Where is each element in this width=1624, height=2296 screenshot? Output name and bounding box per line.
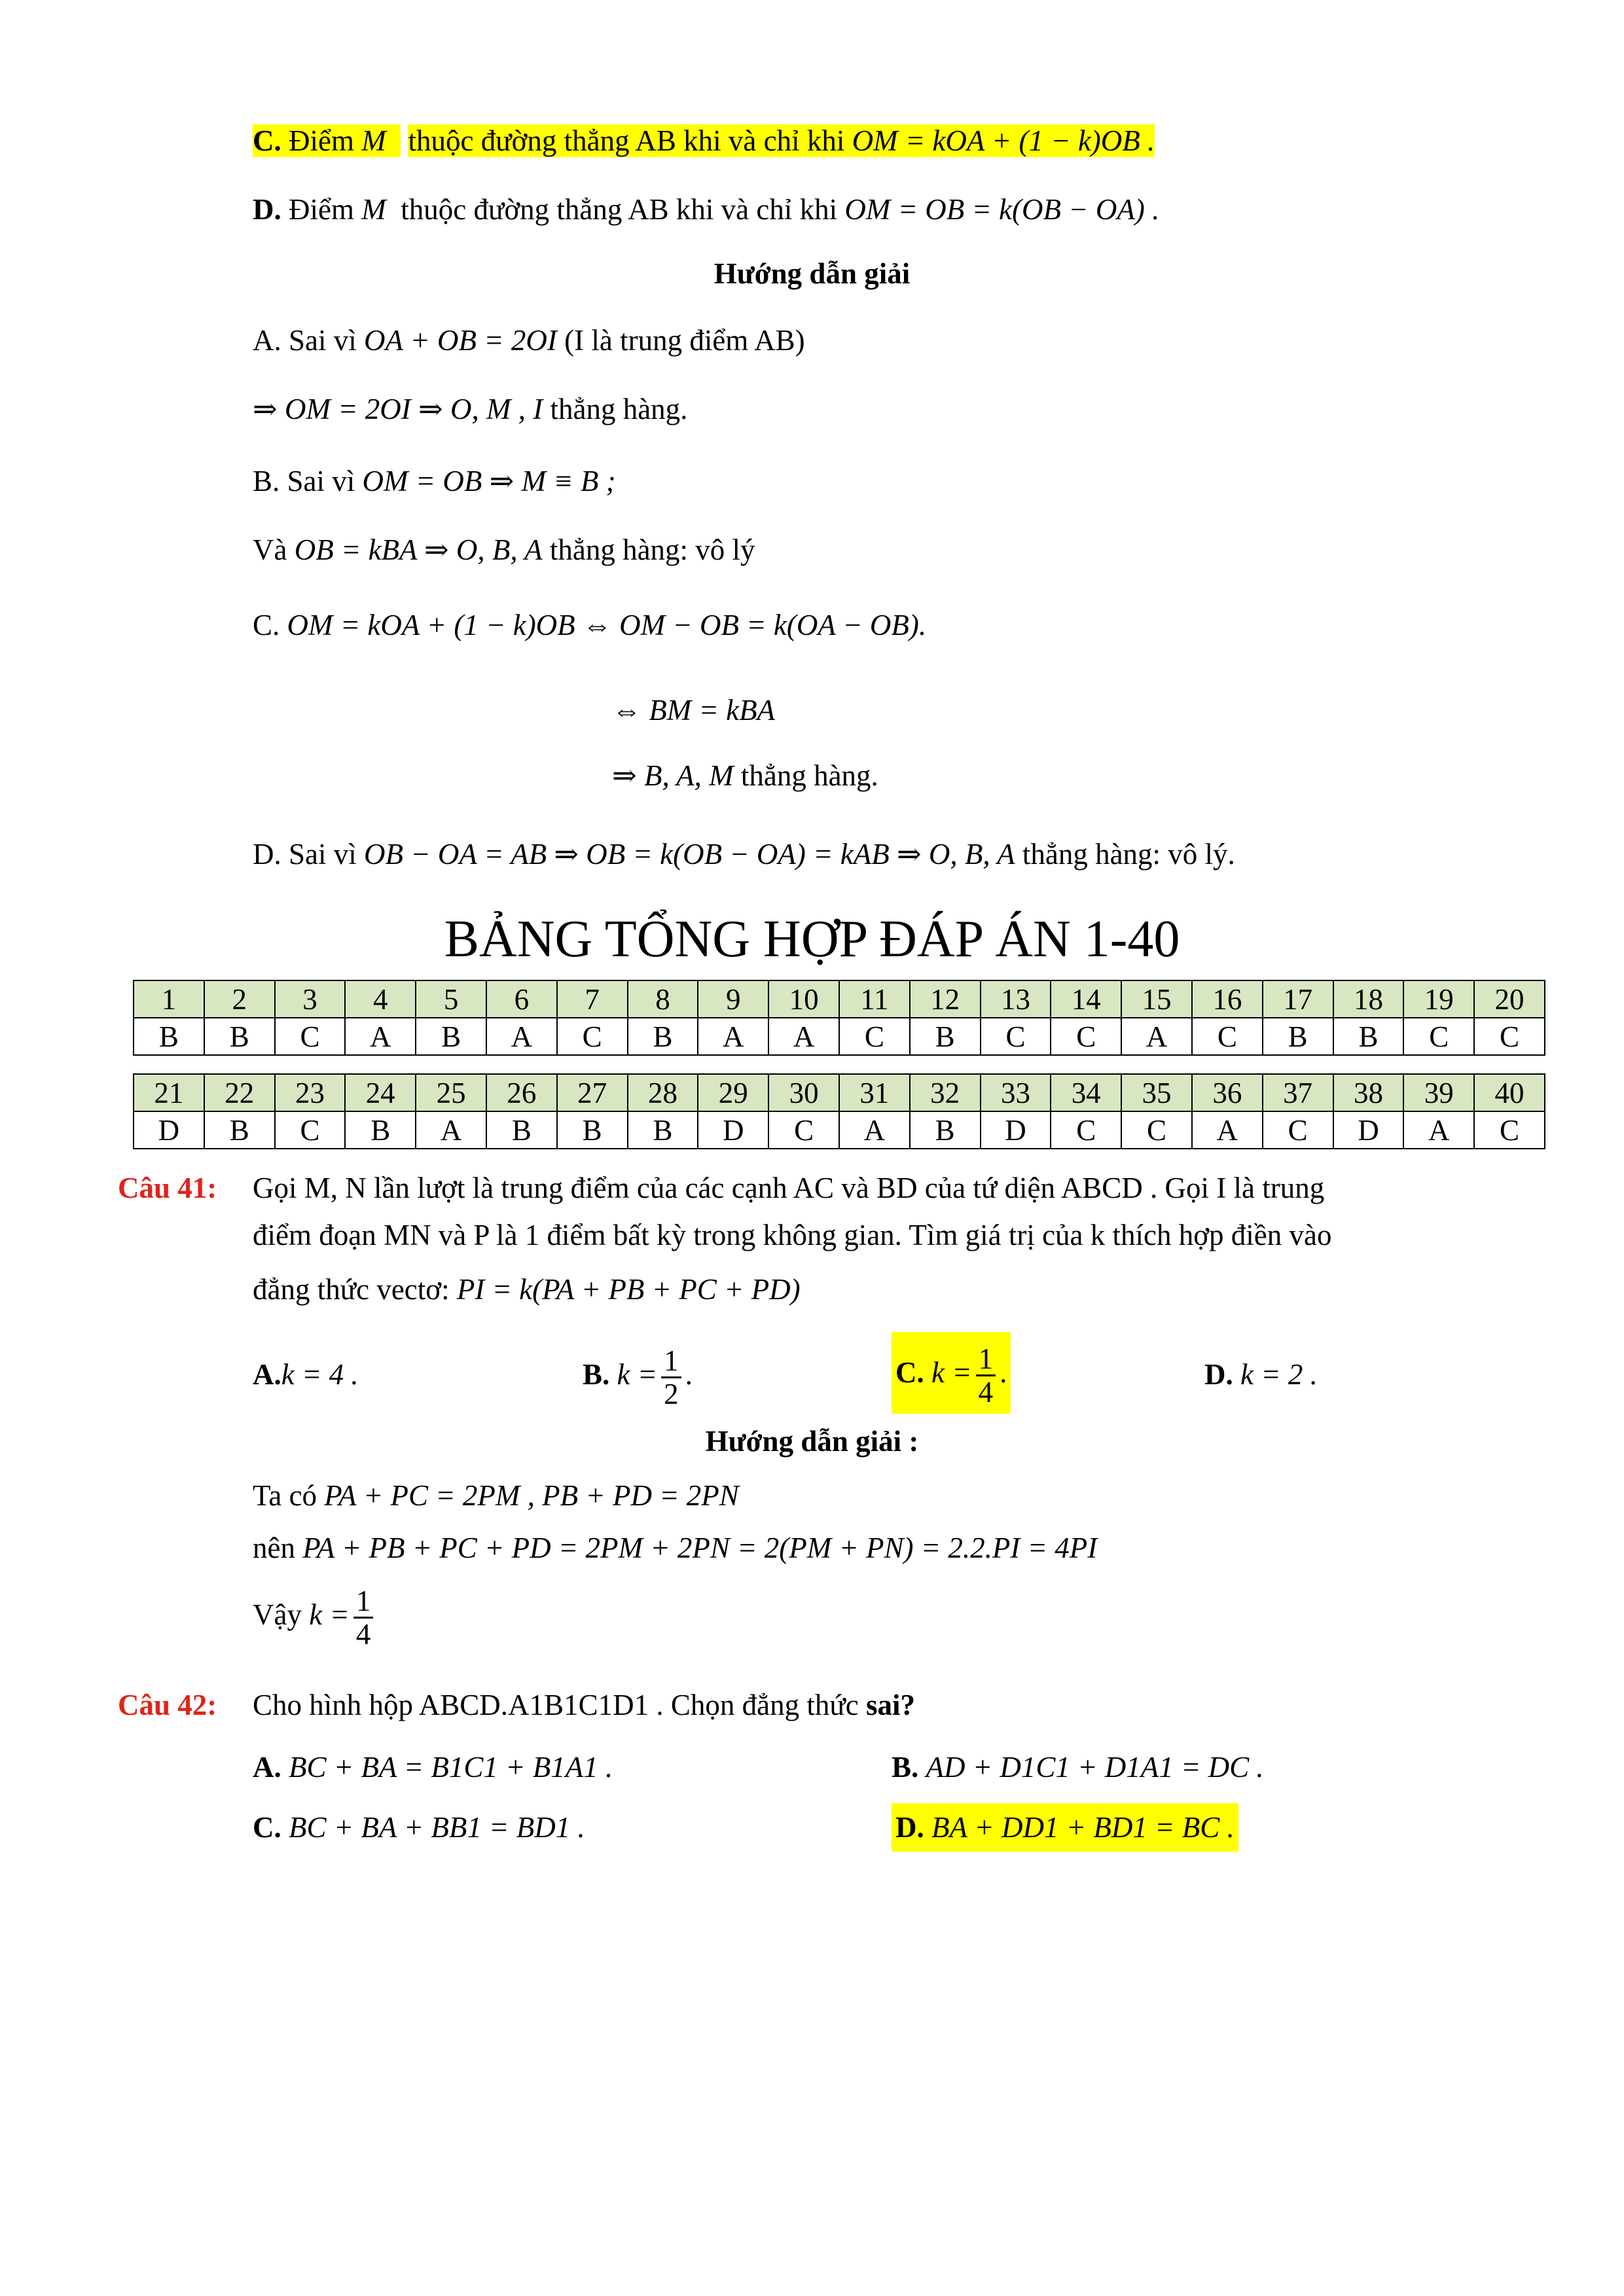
q42-option-c: C. BC + BA + BB1 = BD1 . <box>253 1811 585 1844</box>
table-cell: 5 <box>416 980 486 1018</box>
question-41-label: Câu 41: <box>118 1172 217 1204</box>
q41-solution-line1: Ta có PA + PC = 2PM , PB + PD = 2PN <box>253 1479 739 1512</box>
table-cell: A <box>486 1018 557 1055</box>
table-cell: B <box>910 1018 981 1055</box>
table-cell: 1 <box>134 980 204 1018</box>
table-cell: C <box>1051 1111 1121 1149</box>
solution-line-d1: D. Sai vì OB − OA = AB ⇒ OB = k(OB − OA) = kAB ⇒ O, B, A thẳng hàng: vô lý. <box>253 838 1235 870</box>
table-cell: A <box>416 1111 486 1149</box>
table-cell: 23 <box>275 1074 346 1111</box>
table-cell: A <box>345 1018 416 1055</box>
table-cell: 35 <box>1121 1074 1192 1111</box>
table-cell: 29 <box>698 1074 768 1111</box>
q41-solution-line2: nên PA + PB + PC + PD = 2PM + 2PN = 2(PM + PN) = 2.2.PI = 4PI <box>253 1532 1098 1564</box>
table-cell: C <box>275 1018 346 1055</box>
question-42-label: Câu 42: <box>118 1689 217 1721</box>
table-cell: A <box>839 1111 910 1149</box>
table-cell: 15 <box>1121 980 1192 1018</box>
table-cell: 19 <box>1403 980 1474 1018</box>
question-41-line3: đẳng thức vectơ: PI = k(PA + PB + PC + PD) <box>253 1273 801 1306</box>
option-c: C. Điểm M thuộc đường thẳng AB khi và chỉ khi OM = kOA + (1 − k)OB . <box>253 124 1155 157</box>
table-cell: C <box>1192 1018 1263 1055</box>
table-cell: 3 <box>275 980 346 1018</box>
solution-line-a1: A. Sai vì OA + OB = 2OI (I là trung điểm AB) <box>253 324 805 357</box>
table-cell: 39 <box>1403 1074 1474 1111</box>
table-cell: D <box>698 1111 768 1149</box>
solution-line-c1: C. OM = kOA + (1 − k)OB ⇔ OM − OB = k(OA − OB). <box>253 609 927 641</box>
q42-option-b: B. AD + D1C1 + D1A1 = DC . <box>892 1751 1264 1784</box>
table-cell: B <box>910 1111 981 1149</box>
table-cell: A <box>1121 1018 1192 1055</box>
table-cell: C <box>768 1111 839 1149</box>
table-cell: 17 <box>1263 980 1333 1018</box>
table-cell: B <box>486 1111 557 1149</box>
table-cell: 16 <box>1192 980 1263 1018</box>
table-cell: C <box>557 1018 628 1055</box>
q41-option-a: A.k = 4 . <box>253 1358 359 1391</box>
table-cell: 24 <box>345 1074 416 1111</box>
solution-line-a2: ⇒ OM = 2OI ⇒ O, M , I thẳng hàng. <box>253 393 688 425</box>
table-cell: 13 <box>981 980 1051 1018</box>
table-cell: A <box>1192 1111 1263 1149</box>
table-cell: 18 <box>1333 980 1404 1018</box>
table-row <box>134 1074 1545 1111</box>
option-d: D. Điểm M thuộc đường thẳng AB khi và chỉ khi OM = OB = k(OB − OA) . <box>253 193 1160 226</box>
table-cell: B <box>345 1111 416 1149</box>
table-cell: 36 <box>1192 1074 1263 1111</box>
q41-option-d: D. k = 2 . <box>1204 1358 1318 1391</box>
table-cell: 27 <box>557 1074 628 1111</box>
table-cell: 28 <box>628 1074 698 1111</box>
table-cell: 40 <box>1474 1074 1545 1111</box>
table-cell: C <box>1474 1018 1545 1055</box>
solution-line-c2: ⇔ BM = kBA <box>612 694 776 726</box>
question-42-text: Cho hình hộp ABCD.A1B1C1D1 . Chọn đẳng thức sai? <box>253 1689 915 1721</box>
table-cell: B <box>628 1018 698 1055</box>
solution-heading: Hướng dẫn giải <box>713 257 911 290</box>
question-41-line1: Gọi M, N lần lượt là trung điểm của các cạnh AC và BD của tứ diện ABCD . Gọi I là trung <box>253 1172 1325 1204</box>
table-row <box>134 1111 1545 1149</box>
table-cell: D <box>1333 1111 1404 1149</box>
table-cell: 20 <box>1474 980 1545 1018</box>
table-cell: 12 <box>910 980 981 1018</box>
table-cell: D <box>981 1111 1051 1149</box>
table-row <box>134 980 1545 1018</box>
table-cell: B <box>204 1018 275 1055</box>
table-cell: 14 <box>1051 980 1121 1018</box>
solution-line-b2: Và OB = kBA ⇒ O, B, A thẳng hàng: vô lý <box>253 533 755 566</box>
answer-table-1 <box>133 980 1545 1056</box>
table-cell: 22 <box>204 1074 275 1111</box>
option-c-formula: OM = kOA + (1 − k)OB . <box>852 124 1155 157</box>
table-cell: 7 <box>557 980 628 1018</box>
question-41-line2: điểm đoạn MN và P là 1 điểm bất kỳ trong không gian. Tìm giá trị của k thích hợp điền vào <box>253 1219 1332 1251</box>
q42-option-d: D. BA + DD1 + BD1 = BC . <box>892 1803 1238 1852</box>
table-cell: 38 <box>1333 1074 1404 1111</box>
table-cell: A <box>698 1018 768 1055</box>
solution-line-b1: B. Sai vì OM = OB ⇒ M ≡ B ; <box>253 465 616 497</box>
table-cell: 8 <box>628 980 698 1018</box>
table-cell: 4 <box>345 980 416 1018</box>
table-cell: C <box>275 1111 346 1149</box>
table-row <box>134 1018 1545 1055</box>
table-cell: 37 <box>1263 1074 1333 1111</box>
table-cell: A <box>1403 1111 1474 1149</box>
solution-line-c3: ⇒ B, A, M thẳng hàng. <box>612 759 878 792</box>
table-cell: C <box>1474 1111 1545 1149</box>
table-cell: 32 <box>910 1074 981 1111</box>
table-cell: B <box>204 1111 275 1149</box>
table-cell: B <box>628 1111 698 1149</box>
table-cell: 2 <box>204 980 275 1018</box>
table-cell: 6 <box>486 980 557 1018</box>
answer-table-2 <box>133 1073 1545 1149</box>
table-cell: A <box>768 1018 839 1055</box>
table-cell: C <box>1263 1111 1333 1149</box>
table-cell: 21 <box>134 1074 204 1111</box>
table-cell: 30 <box>768 1074 839 1111</box>
table-cell: C <box>1121 1111 1192 1149</box>
table-cell: B <box>1263 1018 1333 1055</box>
table-cell: B <box>416 1018 486 1055</box>
q41-solution-line3: Vậy k = $\frac{1}{4}$ <box>253 1574 377 1656</box>
table-cell: C <box>1403 1018 1474 1055</box>
q42-option-a: A. BC + BA = B1C1 + B1A1 . <box>253 1751 613 1784</box>
answer-table-title: BẢNG TỔNG HỢP ĐÁP ÁN 1-40 <box>444 910 1180 968</box>
table-cell: 9 <box>698 980 768 1018</box>
table-cell: 33 <box>981 1074 1051 1111</box>
table-cell: B <box>1333 1018 1404 1055</box>
table-cell: 26 <box>486 1074 557 1111</box>
q41-option-b: B. k = $\frac{1}{2}$ . <box>583 1344 693 1411</box>
table-cell: B <box>557 1111 628 1149</box>
option-d-formula: OM = OB = k(OB − OA) . <box>844 193 1160 226</box>
table-cell: 34 <box>1051 1074 1121 1111</box>
table-cell: 31 <box>839 1074 910 1111</box>
table-cell: 10 <box>768 980 839 1018</box>
table-cell: B <box>134 1018 204 1055</box>
table-cell: 11 <box>839 980 910 1018</box>
table-cell: C <box>839 1018 910 1055</box>
q41-solution-heading: Hướng dẫn giải : <box>705 1425 919 1458</box>
q41-option-c: C. k = $\frac{1}{4}$ . <box>892 1332 1011 1414</box>
table-cell: 25 <box>416 1074 486 1111</box>
table-cell: C <box>981 1018 1051 1055</box>
table-cell: D <box>134 1111 204 1149</box>
table-cell: C <box>1051 1018 1121 1055</box>
